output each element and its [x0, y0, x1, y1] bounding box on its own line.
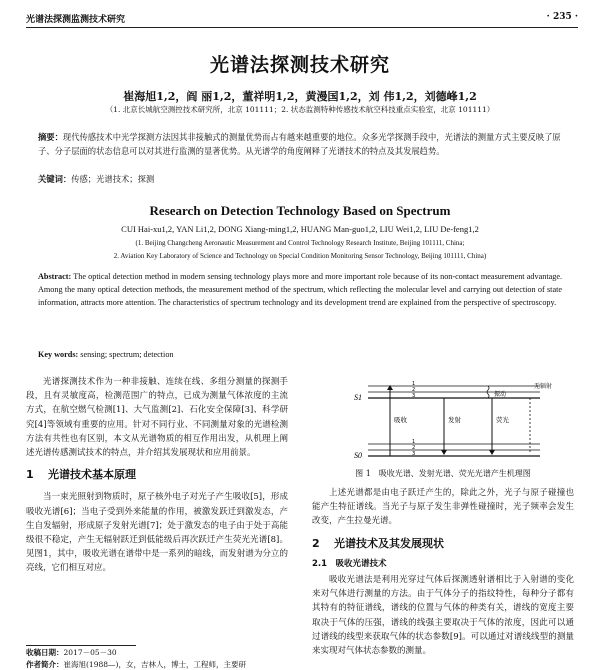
figure-1-caption: 图 1 吸收光谱、发射光谱、荧光光谱产生机理图 — [355, 469, 531, 478]
page-number: · 235 · — [546, 12, 578, 22]
footnote-received — [26, 647, 117, 658]
intro-paragraph: 光谱探测技术作为一种非接触、连续在线、多组分测量的探测手段，且有灵敏度高，检测范围广的特点，已成为测量气体浓度的主流方式，在航空燃气检测[1]、大气监测[2]、石化安全保障[3]、科学研究[4]等领域有重要的应用。针对不同行业、不同测量对象的光谱检测方法有共性也有区别，本文从光谱物质的相互作用出发，从机理上阐述光谱传感测试技术的特点，并介绍其发展现状和应用前景。 — [26, 377, 288, 459]
section-1-paragraph: 当一束光照射到物质时，原子核外电子对光子产生吸收[5]，形成吸收光谱[6]；当电子受到外来能量的作用，被激发跃迁到激发态，产生自发辐射，形成原子发射光谱[7]；处于激发态的电子由于处于高能级很不稳定，产生无辐射跃迁到低能级后再次跃迁产生荧光光谱[8]。见图1，其中，吸收光谱在谱带中是一系列的暗线，而发射谱为分立的亮线，它们相互对应。 — [26, 492, 288, 574]
section-1-heading — [26, 468, 288, 482]
english-affiliation-1: (1. Beijing Changcheng Aeronautic Measurement and Control Technology Research Institute, Beijing 101111, China; — [135, 239, 465, 247]
fluorescence-label: 荧光 — [496, 416, 509, 424]
footnote-author-bio — [26, 659, 296, 670]
chinese-keywords-text: 传感；光谱技术；探测 — [71, 174, 155, 184]
chinese-authors: 崔海旭1,2，阎 丽1,2，董祥明1,2，黄漫国1,2，刘 伟1,2，刘德峰1,2 — [123, 90, 477, 103]
s1-bar-2: 2 — [412, 387, 416, 393]
section-2-heading — [312, 537, 574, 551]
chinese-keywords — [38, 173, 562, 185]
s1-bar-1: 1 — [412, 381, 416, 387]
s0-label: S0 — [354, 451, 362, 460]
chinese-abstract-text: 现代传感技术中光学探测方法因其非接触式的测量优势而占有越来越重要的地位。众多光学探测手段中，光谱法的测量方式主要反映了原子、分子层面的状态信息可以对其进行监测的显著优势。从光谱学的角度阐释了光谱技术的特点及其发展趋势。 — [38, 132, 561, 156]
fluorescence-arrowhead — [489, 450, 495, 455]
figure-followup-paragraph: 上述光谱都是由电子跃迁产生的，除此之外，光子与原子碰撞也能产生特征谱线。当光子与原子发生非弹性碰撞时，光子频率会发生改变，产生拉曼光谱。 — [312, 488, 574, 527]
english-authors: CUI Hai-xu1,2, YAN Li1,2, DONG Xiang-ming1,2, HUANG Man-guo1,2, LIU Wei1,2, LIU De-feng1,2 — [121, 224, 479, 234]
s0-bar-3: 3 — [412, 451, 416, 457]
subsection-2-1-paragraph: 吸收光谱法是利用光穿过气体后探测透射谱相比于入射谱的变化来对气体进行测量的方法。由于气体分子的指纹特性，每种分子都有其特有的特征谱线，谱线的位置与气体的种类有关，谱线的宽度主要取决于气体的压强，谱线的线强主要取决于气体的浓度，因此可以通过谱线的线型来获取气体的状态参数[9]。可以通过对谱线线型的测量来实现对气体状态参数的测量。 — [312, 575, 574, 657]
vibration-label: 振动 — [494, 391, 507, 398]
emission-arrowhead — [441, 450, 447, 455]
figure-1-energy-diagram — [312, 378, 574, 464]
author-bio-label: 作者简介： — [26, 660, 64, 669]
section-2-number: 2 — [312, 536, 320, 550]
footnote-rule — [26, 645, 136, 646]
english-abstract-label: Abstract: — [38, 272, 72, 281]
header-rule — [26, 27, 578, 28]
section-2-title: 光谱技术及其发展现状 — [334, 536, 444, 550]
s0-bar-1: 1 — [412, 439, 416, 445]
section-1-title: 光谱技术基本原理 — [48, 468, 136, 482]
author-bio-text: 崔海旭(1988—)，女，吉林人，博士，工程师，主要研 — [63, 660, 246, 669]
body-column-left — [26, 375, 288, 576]
running-head — [26, 12, 578, 26]
received-date: 2017－05－30 — [63, 648, 117, 657]
english-abstract — [38, 270, 562, 310]
section-1-number: 1 — [26, 468, 34, 482]
chinese-abstract-label: 摘要： — [38, 132, 63, 142]
english-affiliation-2: 2. Aviation Key Laboratory of Science and Technology on Special Condition Monitoring Sensor Technology, Beijing 101111, China) — [113, 252, 487, 260]
absorption-label: 吸收 — [394, 416, 407, 424]
chinese-abstract — [38, 130, 562, 158]
subsection-2-1-heading: 2.1 吸收光谱技术 — [312, 558, 387, 569]
english-keywords — [38, 350, 562, 359]
body-column-right — [312, 486, 574, 658]
chinese-affiliations: （1. 北京长城航空测控技术研究所，北京 101111；2. 状态监测特种传感技术航空科技重点实验室，北京 101111） — [105, 105, 495, 114]
english-keywords-text: sensing; spectrum; detection — [80, 350, 174, 359]
chinese-keywords-label: 关键词： — [38, 174, 72, 184]
english-title: Research on Detection Technology Based on Spectrum — [149, 203, 451, 218]
s1-label: S1 — [354, 393, 362, 402]
english-keywords-label: Key words: — [38, 350, 79, 359]
chinese-title: 光谱法探测技术研究 — [209, 54, 390, 76]
english-abstract-text: The optical detection method in modern sensing technology plays more and more important role because of its non-contact measurement advantage. Among the many optical detection methods, the measurement method of the spectrum, which reflecting the molecular level and carrying out detection of state information, attracts more attention. The characteristics of spectrum technology and its development trend are explained from the perspective of spectroscopy. — [38, 272, 562, 308]
running-head-journal: 光谱法探测监测技术研究 — [26, 15, 126, 25]
emission-label: 发射 — [448, 416, 461, 424]
s1-bar-3: 3 — [412, 393, 416, 399]
received-label: 收稿日期： — [26, 648, 64, 657]
s0-bar-2: 2 — [412, 445, 416, 451]
non-radiative-label: 无辐射 — [534, 383, 553, 390]
